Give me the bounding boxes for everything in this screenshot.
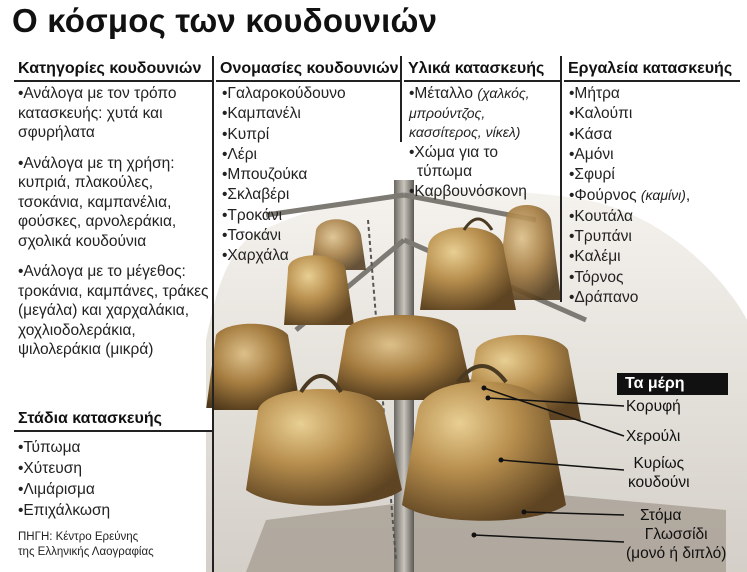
names-header: Ονομασίες κουδουνιών (216, 58, 400, 82)
list-item: •Τροκάνι (222, 206, 283, 224)
list-item: •Μπουζούκα (222, 166, 308, 184)
page-title: Ο κόσμος των κουδουνιών (12, 2, 438, 39)
list-item: •Τσοκάνι (222, 227, 282, 245)
names-list (222, 84, 346, 267)
material-coal: •Καρβουνόσκονη (409, 182, 527, 200)
material-metal: •Μέταλλο (409, 85, 473, 102)
list-item: •Κάσα (569, 125, 613, 143)
tools-header: Εργαλεία κατασκευής (564, 58, 740, 82)
column-divider (212, 56, 214, 572)
list-item: •Χύτευση (18, 460, 82, 477)
column-divider (400, 56, 402, 142)
part-body: Κυρίως κουδούνι (628, 455, 690, 491)
parts-header: Τα μέρη (617, 373, 728, 395)
categories-header: Κατηγορίες κουδουνιών (14, 58, 212, 82)
list-item: •Χαρχάλα (222, 247, 289, 265)
list-item: •Αμόνι (569, 145, 614, 163)
list-item: •Μήτρα (569, 85, 620, 102)
list-item: •Γαλαροκούδουνο (222, 85, 346, 102)
list-item: •Κυπρί (222, 125, 270, 143)
list-item: •Φούρνος (καμίνι), (569, 187, 691, 205)
part-handle: Χερούλι (626, 428, 681, 445)
materials-header: Υλικά κατασκευής (404, 58, 560, 82)
list-item: •Τρυπάνι (569, 228, 632, 246)
part-mouth: Στόμα (640, 507, 682, 524)
list-item: •Τόρνος (569, 268, 624, 286)
materials-list: •Μέταλλο (χαλκός, μπρούντζος, κασσίτερος, νίκελ) •Χώμα για το τύπωμα •Καρβουνόσκονη (409, 84, 559, 201)
part-top: Κορυφή (626, 398, 681, 415)
list-item: •Δράπανο (569, 288, 639, 306)
tools-list (569, 84, 690, 308)
list-item: •Επιχάλκωση (18, 502, 111, 519)
material-soil: •Χώμα για το (409, 143, 499, 161)
stages-header: Στάδια κατασκευής (14, 408, 212, 432)
category-by-use: •Ανάλογα με τη χρήση: κυπριά, πλακούλες, τσοκάνια, καμπανέλια, φούσκες, αρνολεράκια, σχολικά κουδούνια (18, 154, 177, 250)
column-divider (560, 56, 562, 302)
list-item: •Τύπωμα (18, 439, 81, 456)
stages-list (18, 437, 110, 521)
category-by-construction: •Ανάλογα με τον τρόπο κατασκευής: χυτά και σφυρήλατα (18, 85, 177, 141)
list-item: •Λιμάρισμα (18, 481, 95, 498)
list-item: •Λέρι (222, 145, 257, 163)
list-item: •Καλέμι (569, 248, 621, 266)
list-item: •Σκλαβέρι (222, 186, 290, 204)
list-item: •Καμπανέλι (222, 105, 301, 123)
list-item: •Καλούπι (569, 105, 633, 123)
part-clapper: Γλωσσίδι (μονό ή διπλό) (626, 526, 727, 562)
list-item: •Κουτάλα (569, 207, 634, 225)
source-note: ΠΗΓΗ: Κέντρο Ερεύνης της Ελληνικής Λαογραφίας (18, 531, 154, 558)
category-by-size: •Ανάλογα με το μέγεθος: τροκάνια, καμπάνες, τράκες (μεγάλα) και χαρχαλάκια, χοχλιοδολεράκια, ψιλολεράκια (μικρά) (18, 263, 209, 358)
list-item: •Σφυρί (569, 166, 615, 184)
categories-list (18, 84, 210, 371)
